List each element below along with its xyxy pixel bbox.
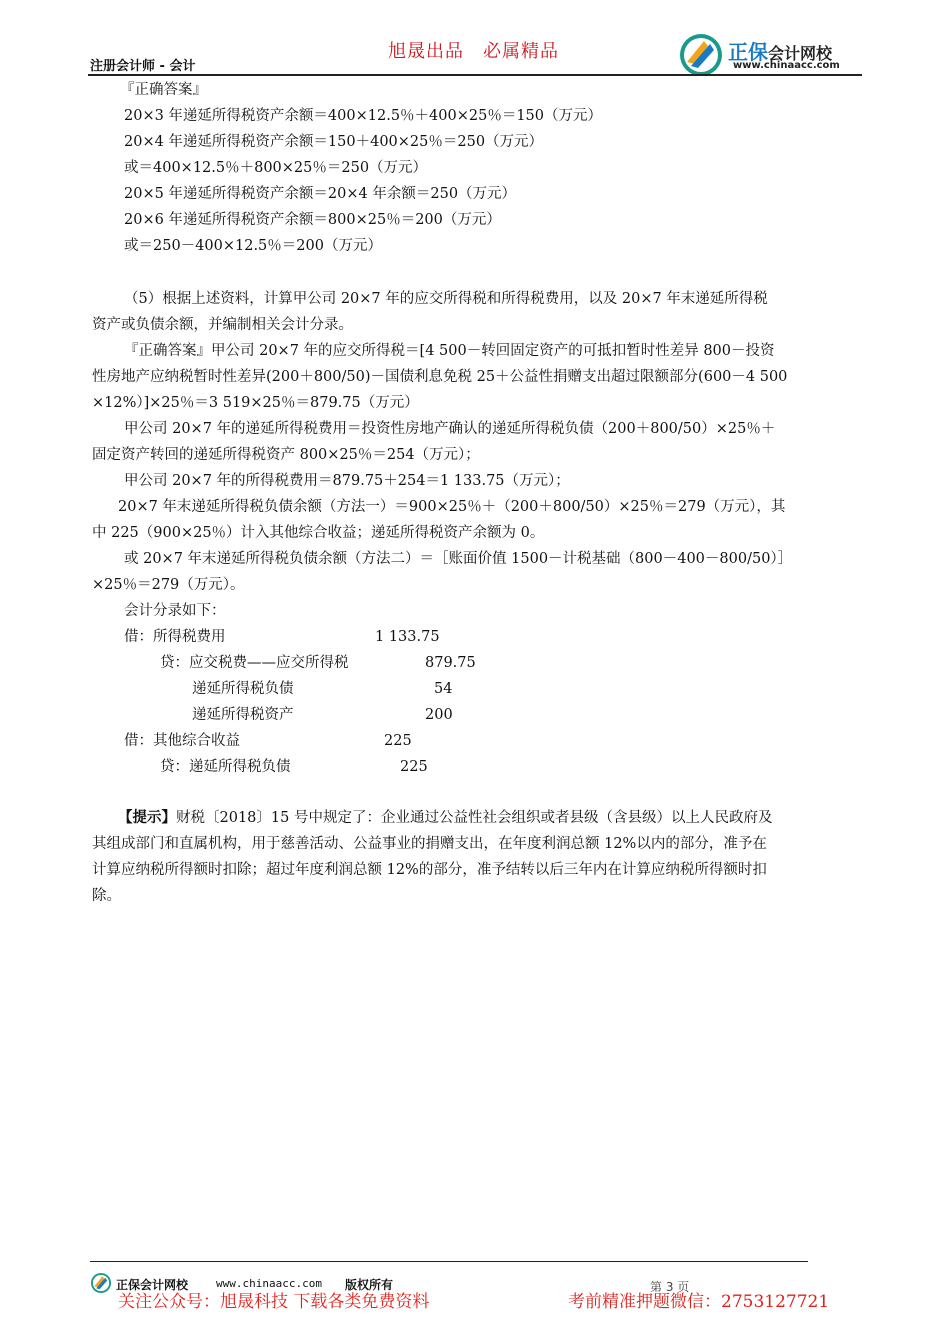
journal-amount: 200 <box>425 707 453 723</box>
journal-account: 贷：递延所得税负债 <box>160 759 291 775</box>
journal-amount: 225 <box>400 759 428 775</box>
answer-line: ×25％＝279（万元）。 <box>92 577 245 593</box>
journal-account: 递延所得税资产 <box>192 707 294 723</box>
tip-text: 财税〔2018〕15 号中规定了：企业通过公益性社会组织或者县级（含县级）以上人民政府及 <box>176 810 773 826</box>
journal-account: 借：所得税费用 <box>124 629 226 645</box>
tip-label: 【提示】 <box>118 809 176 826</box>
logo-icon <box>678 32 724 78</box>
tip-line: 除。 <box>92 888 121 904</box>
header-rule <box>88 74 862 76</box>
footer-url: www.chinaacc.com <box>216 1277 322 1290</box>
answer-line: 20×6 年递延所得税资产余额＝800×25％＝200（万元） <box>124 212 501 228</box>
journal-amount: 1 133.75 <box>375 629 440 645</box>
journal-amount: 879.75 <box>425 655 476 671</box>
question-5-cont: 资产或负债余额，并编制相关会计分录。 <box>92 317 353 333</box>
journal-amount: 54 <box>434 681 453 697</box>
answer-line: 20×5 年递延所得税资产余额＝20×4 年余额＝250（万元） <box>124 186 517 202</box>
answer-label: 『正确答案』 <box>120 82 207 98</box>
footer-brand: 正保会计网校 <box>116 1278 189 1292</box>
brand-url: www.chinaacc.com <box>733 60 840 71</box>
footer-rights: 版权所有 <box>345 1278 394 1292</box>
answer-line: 或 20×7 年末递延所得税负债余额（方法二）＝［账面价值 1500－计税基础（800－400－800/50）］ <box>124 551 793 567</box>
journal-account: 贷：应交税费——应交所得税 <box>160 655 349 671</box>
tip-line: 其组成部门和直属机构，用于慈善活动、公益事业的捐赠支出，在年度利润总额 12%以内的部分，准予在 <box>92 836 767 852</box>
answer-line: 20×7 年末递延所得税负债余额（方法一）＝900×25％＋（200＋800/50）×25％＝279（万元），其 <box>118 499 786 515</box>
answer-line: 20×4 年递延所得税资产余额＝150＋400×25％＝250（万元） <box>124 134 544 150</box>
brand-name-main: 正保 <box>728 40 768 64</box>
tip-line: 计算应纳税所得额时扣除；超过年度利润总额 12%的部分，准予结转以后三年内在计算应纳税所得额时扣 <box>92 862 767 878</box>
answer-line: 甲公司 20×7 年的所得税费用＝879.75＋254＝1 133.75（万元）； <box>124 473 570 489</box>
promo-left: 关注公众号：旭晟科技 下载各类免费资料 <box>118 1292 430 1312</box>
doc-category: 注册会计师 - 会计 <box>90 59 196 74</box>
header-slogan: 旭晟出品 必属精品 <box>388 41 559 62</box>
journal-amount: 225 <box>384 733 412 749</box>
answer-line: 或＝250－400×12.5％＝200（万元） <box>124 238 382 254</box>
footer-rule <box>90 1261 808 1262</box>
journal-account: 递延所得税负债 <box>192 681 294 697</box>
answer-line: 性房地产应纳税暂时性差异(200＋800/50)－国债利息免税 25＋公益性捐赠支出超过限额部分(600－4 500 <box>92 369 788 385</box>
question-5: （5）根据上述资料，计算甲公司 20×7 年的应交所得税和所得税费用，以及 20×7 年末递延所得税 <box>124 291 768 307</box>
answer-line: 甲公司 20×7 年的递延所得税费用＝投资性房地产确认的递延所得税负债（200＋800/50）×25％＋ <box>124 421 776 437</box>
brand-name-sub: 会计网校 <box>768 44 833 63</box>
footer-logo-icon <box>90 1272 112 1294</box>
journal-account: 借：其他综合收益 <box>124 733 240 749</box>
answer-line: 固定资产转回的递延所得税资产 800×25％＝254（万元）； <box>92 447 480 463</box>
tip-paragraph <box>118 808 772 828</box>
answer-line: 或＝400×12.5％＋800×25％＝250（万元） <box>124 160 428 176</box>
page-number: 第 3 页 <box>650 1280 690 1294</box>
answer-line: 会计分录如下： <box>124 603 226 619</box>
answer-line: ×12%）]×25％＝3 519×25％＝879.75（万元） <box>92 395 419 411</box>
answer-line: 『正确答案』甲公司 20×7 年的应交所得税＝[4 500－转回固定资产的可抵扣暂时性差异 800－投资 <box>124 343 775 359</box>
answer-line: 中 225（900×25％）计入其他综合收益；递延所得税资产余额为 0。 <box>92 525 545 541</box>
answer-line: 20×3 年递延所得税资产余额＝400×12.5％＋400×25％＝150（万元） <box>124 108 602 124</box>
promo-right: 考前精准押题微信：2753127721 <box>568 1292 830 1312</box>
